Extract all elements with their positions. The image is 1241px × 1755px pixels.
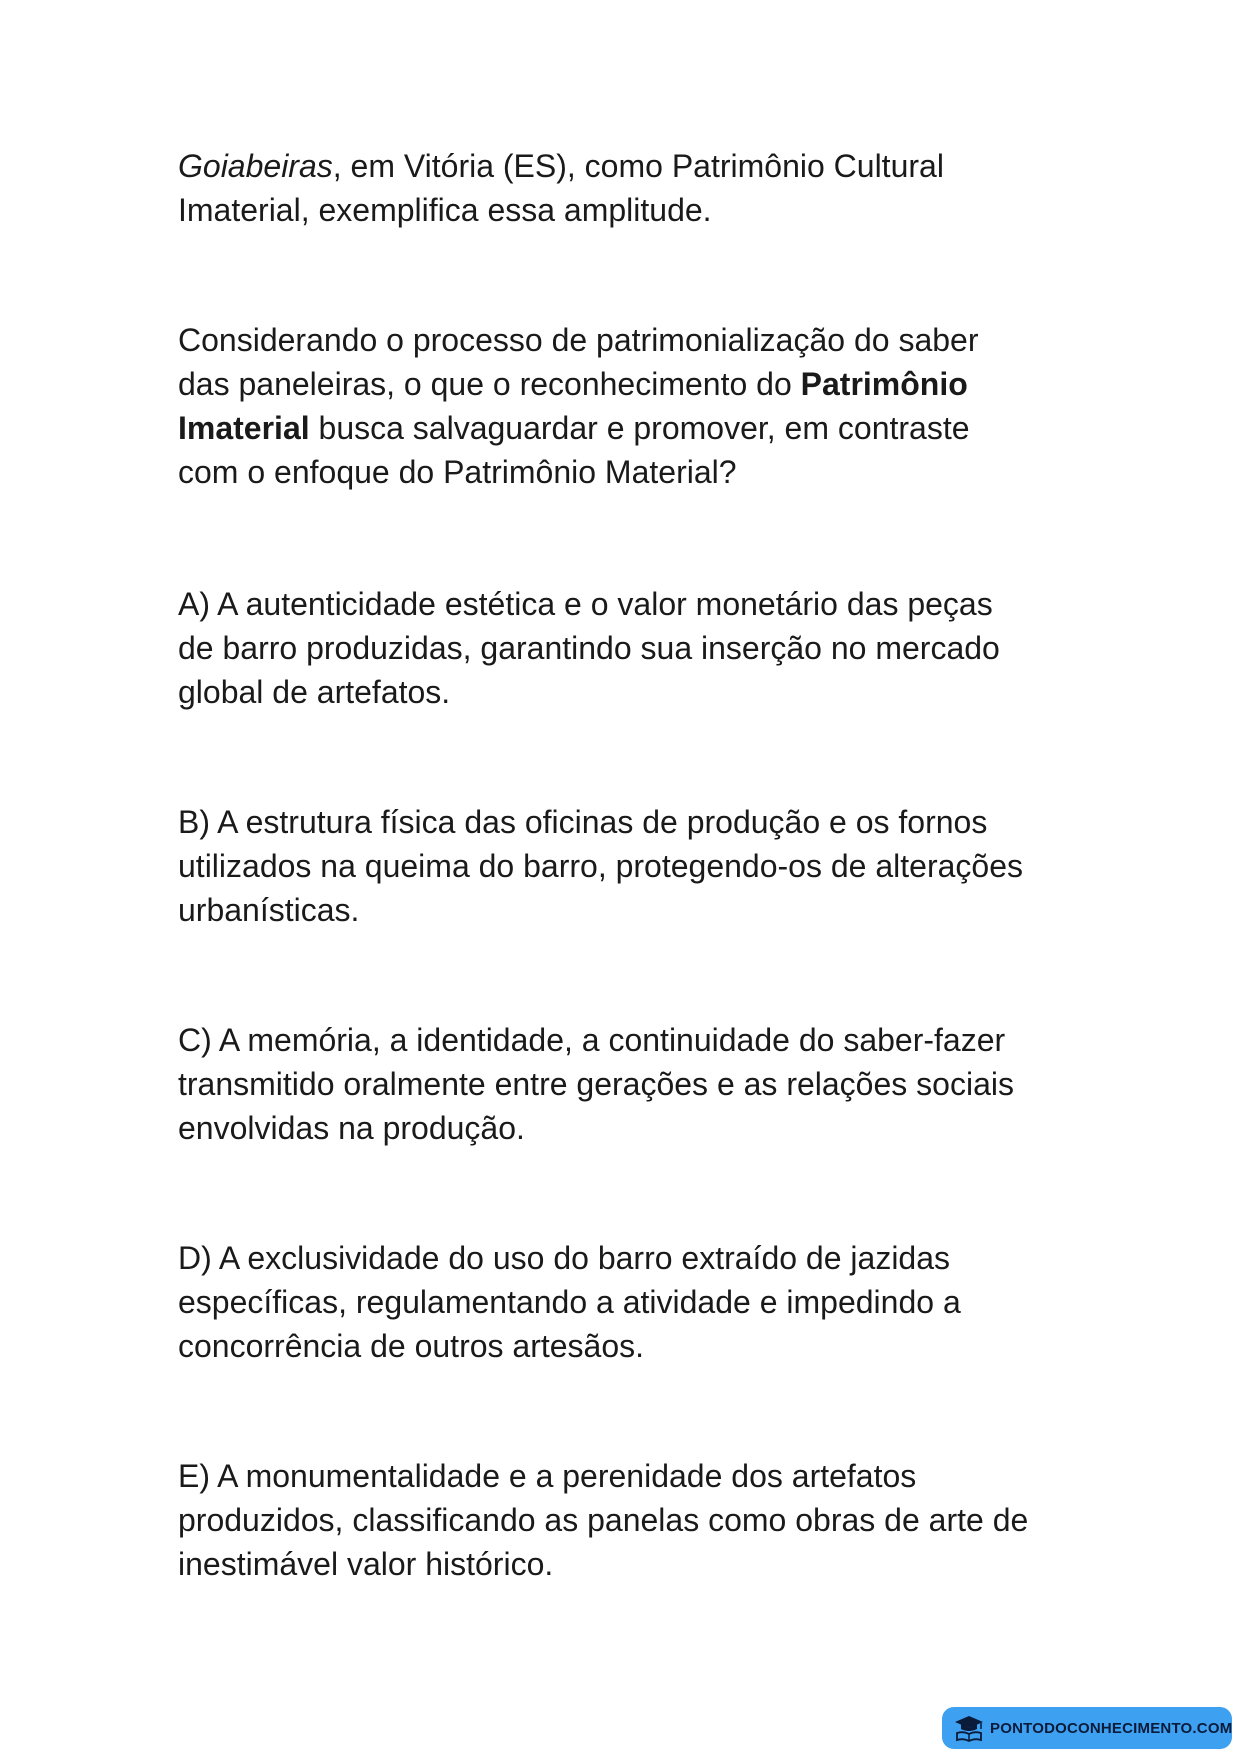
question-line-1: Considerando o processo de patrimonialização do saber bbox=[178, 322, 979, 358]
option-b bbox=[178, 800, 1078, 932]
question-line-2-pre: das paneleiras, o que o reconhecimento do bbox=[178, 366, 801, 402]
option-c-line: transmitido oralmente entre gerações e as relações sociais bbox=[178, 1066, 1014, 1102]
option-d-line: concorrência de outros artesãos. bbox=[178, 1328, 645, 1364]
option-b-line: utilizados na queima do barro, protegendo-os de alterações bbox=[178, 848, 1023, 884]
intro-line-1 bbox=[178, 144, 1078, 188]
intro-line-1-rest: , em Vitória (ES), como Patrimônio Cultural bbox=[332, 148, 944, 184]
question-bold-term-1: Patrimônio bbox=[800, 366, 968, 402]
brand-badge[interactable] bbox=[942, 1707, 1232, 1749]
question-line-3-rest: busca salvaguardar e promover, em contraste bbox=[309, 410, 970, 446]
question-line-2 bbox=[178, 362, 1078, 406]
intro-paragraph bbox=[178, 144, 1078, 232]
option-a-line: A) A autenticidade estética e o valor monetário das peças bbox=[178, 586, 993, 622]
option-d bbox=[178, 1236, 1078, 1368]
option-e-line: inestimável valor histórico. bbox=[178, 1546, 554, 1582]
option-a bbox=[178, 582, 1078, 714]
question-paragraph bbox=[178, 318, 1078, 494]
option-d-line: específicas, regulamentando a atividade e impedindo a bbox=[178, 1284, 961, 1320]
intro-italic-term: Goiabeiras bbox=[178, 148, 333, 184]
option-e-line: E) A monumentalidade e a perenidade dos artefatos bbox=[178, 1458, 917, 1494]
graduation-cap-book-icon bbox=[954, 1714, 984, 1742]
option-e bbox=[178, 1454, 1078, 1586]
option-a-line: de barro produzidas, garantindo sua inserção no mercado bbox=[178, 630, 1000, 666]
option-b-line: B) A estrutura física das oficinas de produção e os fornos bbox=[178, 804, 988, 840]
question-bold-term-2: Imaterial bbox=[178, 410, 310, 446]
option-e-line: produzidos, classificando as panelas como obras de arte de bbox=[178, 1502, 1029, 1538]
option-a-line: global de artefatos. bbox=[178, 674, 451, 710]
option-d-line: D) A exclusividade do uso do barro extraído de jazidas bbox=[178, 1240, 951, 1276]
option-c-line: C) A memória, a identidade, a continuidade do saber-fazer bbox=[178, 1022, 1006, 1058]
brand-text: PONTODOCONHECIMENTO.COM bbox=[990, 1719, 1233, 1737]
intro-line-2: Imaterial, exemplifica essa amplitude. bbox=[178, 192, 712, 228]
question-line-4: com o enfoque do Patrimônio Material? bbox=[178, 454, 737, 490]
option-c bbox=[178, 1018, 1078, 1150]
option-b-line: urbanísticas. bbox=[178, 892, 360, 928]
question-line-3 bbox=[178, 406, 1078, 450]
option-c-line: envolvidas na produção. bbox=[178, 1110, 525, 1146]
